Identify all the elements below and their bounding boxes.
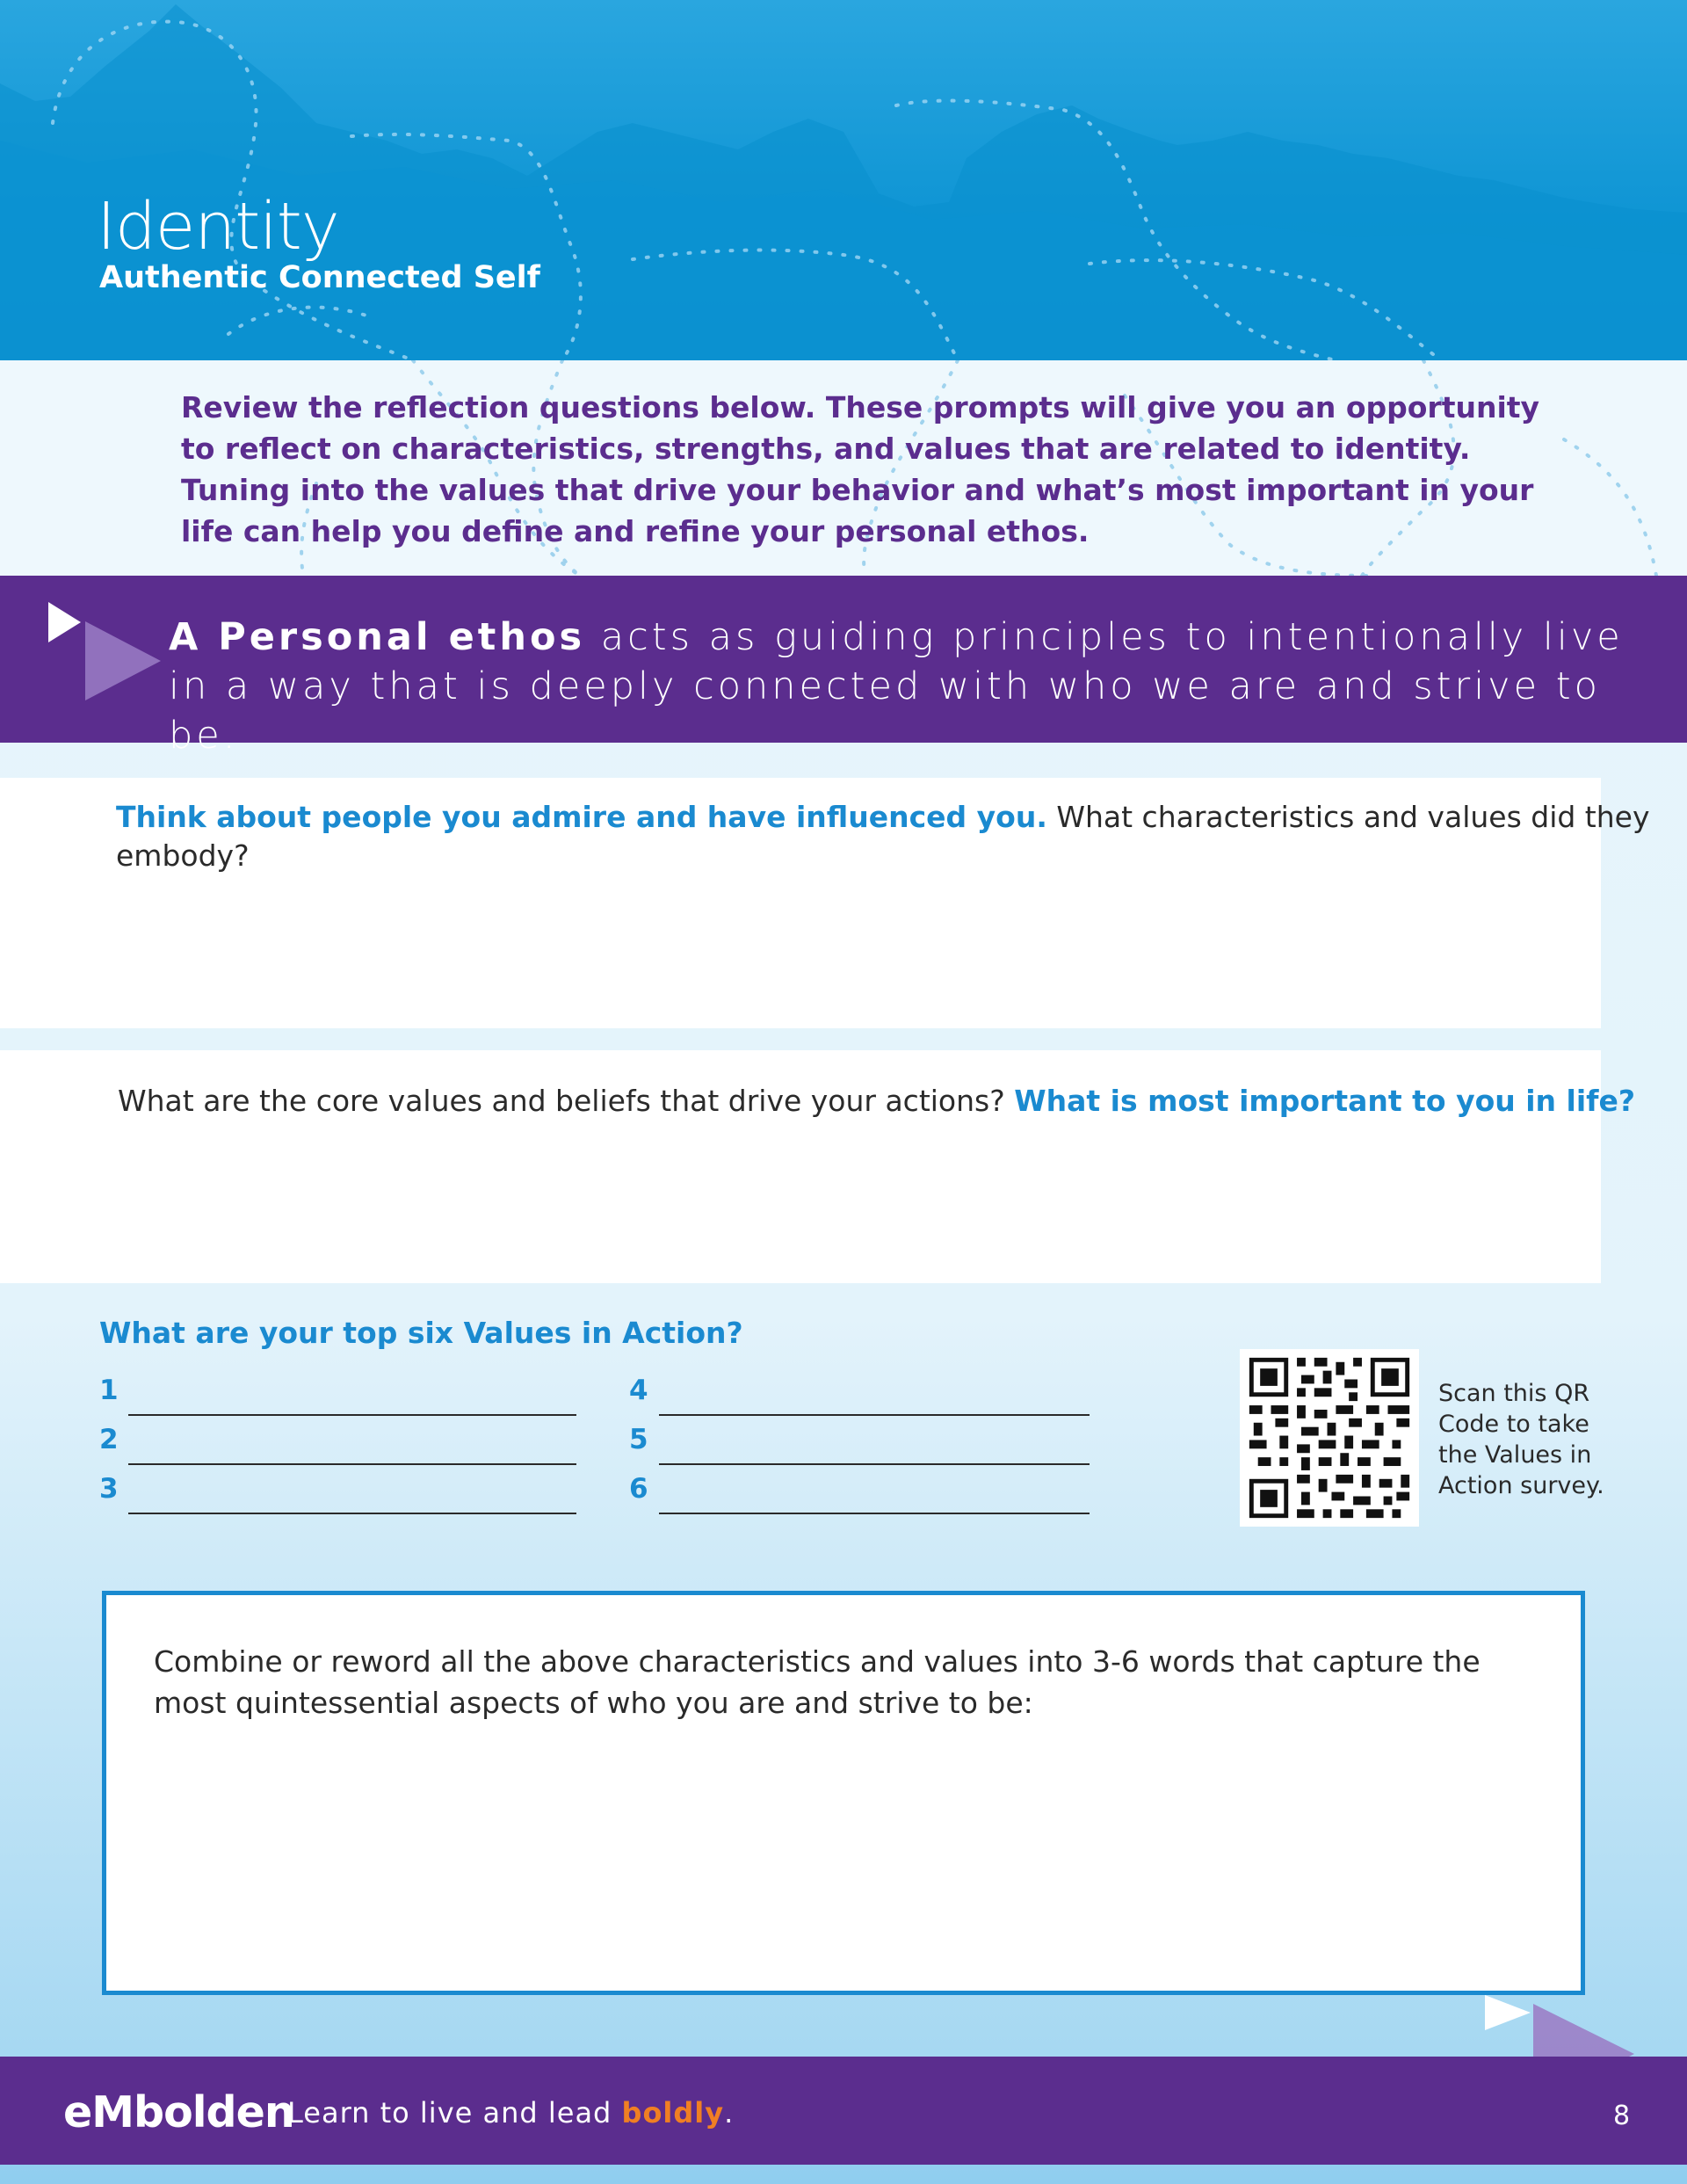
combine-prompt: Combine or reword all the above characteristics and values into 3-6 words that capture the most quintessential aspects of who you are and strive to be: [154, 1644, 1481, 1720]
ethos-rest: acts as guiding principles to intentionally live in a way that is deeply connected with who we are and strive to be. [169, 615, 1624, 758]
values-title: What are your top six Values in Action? [99, 1316, 743, 1350]
question-1-highlight: Think about people you admire and have influenced you. [116, 800, 1047, 834]
question-2-highlight: What is most important to you in life? [1014, 1084, 1636, 1118]
qr-code[interactable] [1240, 1349, 1419, 1527]
value-number-3: 3 [99, 1473, 119, 1505]
value-number-6: 6 [629, 1473, 648, 1505]
tagline-suffix: . [724, 2096, 735, 2130]
question-2 [118, 1082, 1635, 1121]
value-line-6[interactable] [659, 1513, 1090, 1514]
intro-paragraph: Review the reflection questions below. These prompts will give you an opportunity to reflect on characteristics, strengths, and values that are related to identity. Tuning into the values that drive your behavior and what’s most important in your life can help you define and refine your personal ethos. [181, 390, 1540, 548]
page-title: Identity [97, 189, 339, 265]
value-line-5[interactable] [659, 1463, 1090, 1465]
tagline-bold-word: boldly [621, 2096, 725, 2130]
qr-caption: Scan this QR Code to take the Values in Action survey. [1438, 1380, 1604, 1499]
value-line-1[interactable] [128, 1414, 576, 1416]
value-line-3[interactable] [128, 1513, 576, 1514]
tagline-prefix: Learn to live and lead [287, 2096, 622, 2130]
ethos-bold-lead: A Personal ethos [169, 615, 586, 659]
page-number: 8 [1613, 2101, 1631, 2131]
ethos-statement [169, 613, 1662, 760]
qr-code-icon [1240, 1349, 1419, 1527]
value-number-4: 4 [629, 1375, 648, 1406]
value-line-2[interactable] [128, 1463, 576, 1465]
question-2-text: What are the core values and beliefs that drive your actions? [118, 1084, 1015, 1118]
brand-logo: eMbolden [63, 2087, 294, 2137]
value-line-4[interactable] [659, 1414, 1090, 1416]
footer-tagline [287, 2096, 734, 2130]
header-banner [0, 0, 1687, 360]
page-subtitle: Authentic Connected Self [99, 260, 540, 295]
value-number-1: 1 [99, 1375, 119, 1406]
mountain-background [0, 0, 1687, 360]
value-number-5: 5 [629, 1424, 648, 1455]
question-1-text: What characteristics and values did they embody? [116, 800, 1650, 873]
value-number-2: 2 [99, 1424, 119, 1455]
question-1 [116, 798, 1687, 875]
